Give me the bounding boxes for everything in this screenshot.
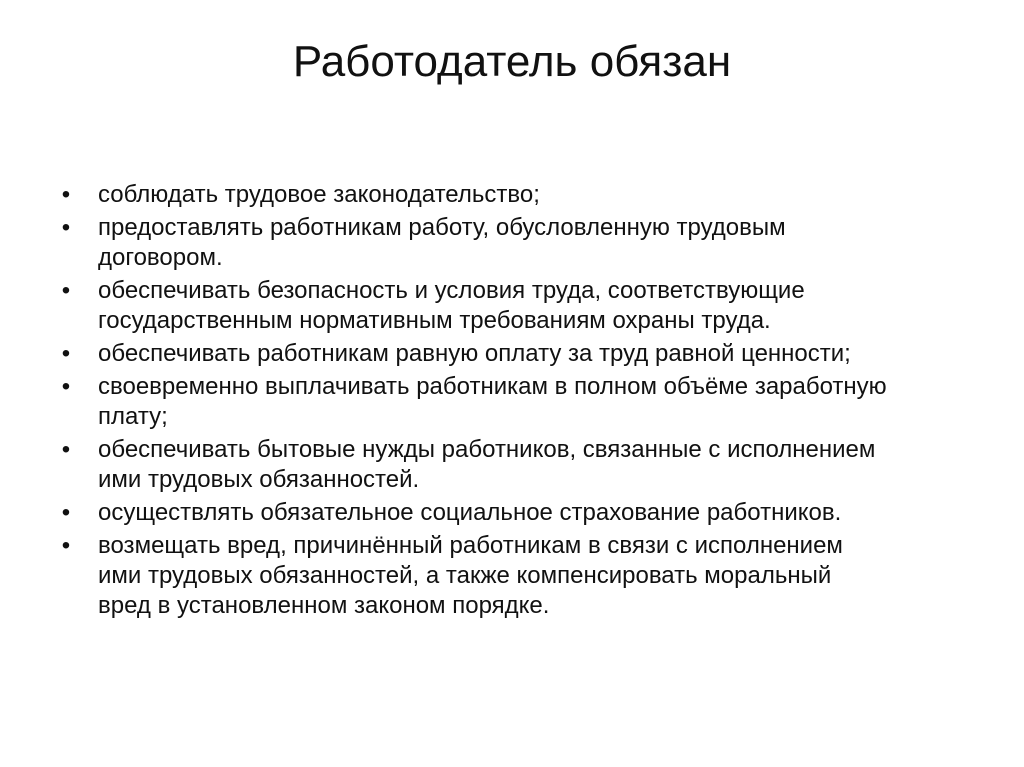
bullet-list [56, 180, 996, 624]
bullet-point-icon: • [61, 214, 71, 241]
bullet-text-line: плату; [98, 403, 168, 430]
bullet-point-icon: • [61, 181, 71, 208]
bullet-text-line: обеспечивать безопасность и условия труда, соответствующие [98, 277, 805, 304]
bullet-item [56, 180, 996, 210]
bullet-point-icon: • [61, 436, 71, 463]
bullet-item [56, 531, 996, 621]
bullet-point-icon: • [61, 277, 71, 304]
slide-title: Работодатель обязан [292, 37, 732, 86]
bullet-item [56, 213, 996, 273]
bullet-text-line: соблюдать трудовое законодательство; [98, 181, 540, 208]
bullet-text-line: договором. [98, 244, 223, 271]
bullet-item [56, 372, 996, 432]
bullet-text-line: осуществлять обязательное социальное страхование работников. [98, 499, 842, 526]
bullet-text-line: своевременно выплачивать работникам в полном объёме заработную [98, 373, 887, 400]
bullet-point-icon: • [61, 340, 71, 367]
bullet-text-line: ими трудовых обязанностей. [98, 466, 420, 493]
bullet-item [56, 435, 996, 495]
bullet-item [56, 339, 996, 369]
bullet-text-line: ими трудовых обязанностей, а также компенсировать моральный [98, 562, 832, 589]
bullet-point-icon: • [61, 499, 71, 526]
bullet-text-line: обеспечивать работникам равную оплату за труд равной ценности; [98, 340, 851, 367]
bullet-point-icon: • [61, 532, 71, 559]
bullet-text-line: возмещать вред, причинённый работникам в связи с исполнением [98, 532, 843, 559]
bullet-text-line: вред в установленном законом порядке. [98, 592, 550, 619]
bullet-item [56, 276, 996, 336]
bullet-item [56, 498, 996, 528]
bullet-text-line: обеспечивать бытовые нужды работников, связанные с исполнением [98, 436, 876, 463]
bullet-text-line: государственным нормативным требованиям охраны труда. [98, 307, 771, 334]
bullet-point-icon: • [61, 373, 71, 400]
bullet-text-line: предоставлять работникам работу, обусловленную трудовым [98, 214, 786, 241]
